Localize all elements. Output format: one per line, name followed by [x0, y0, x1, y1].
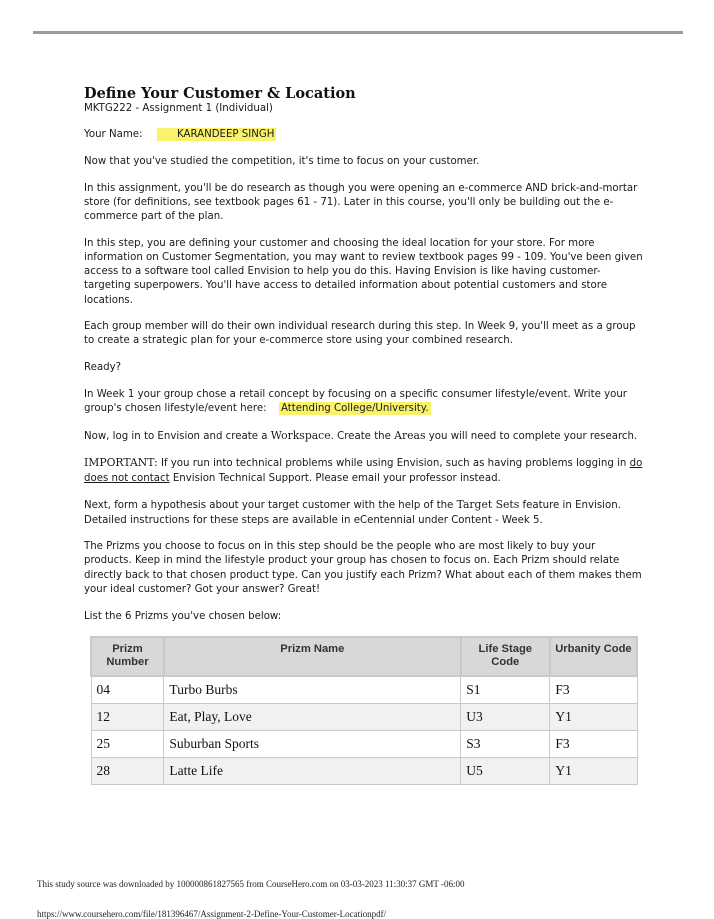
- cell-urbanity-code: F3: [550, 731, 637, 758]
- document-body: [84, 85, 644, 785]
- important-label: IMPORTANT:: [84, 456, 158, 470]
- paragraph-4: Each group member will do their own individual research during this step. In Week 9, you'll meet as a group to create a strategic plan for your e-commerce store using your combined research.: [84, 321, 636, 347]
- paragraph-1: Now that you've studied the competition, it's time to focus on your customer.: [84, 155, 480, 167]
- header-prizm-number: Prizm Number: [91, 637, 164, 676]
- top-divider: [33, 31, 683, 34]
- workspace-text-post: you will need to complete your research.: [428, 430, 638, 442]
- cell-prizm-number: 04: [91, 676, 164, 704]
- cell-life-stage-code: U3: [461, 704, 550, 731]
- target-sets-term: Target Sets: [456, 498, 520, 512]
- name-line: [84, 128, 644, 142]
- prizm-table: [90, 636, 638, 785]
- workspace-text-pre: Now, log in to Envision and create a: [84, 430, 268, 442]
- table-row: [91, 758, 637, 785]
- important-text-pre: If you run into technical problems while using Envision, such as having problems logging in: [160, 458, 627, 470]
- student-name: KARANDEEP SINGH: [157, 128, 276, 141]
- workspace-text-mid: . Create the: [330, 430, 391, 442]
- source-url: https://www.coursehero.com/file/181396467/Assignment-2-Define-Your-Customer-Locationpdf/: [37, 909, 387, 919]
- cell-urbanity-code: Y1: [550, 704, 637, 731]
- document-title: Define Your Customer & Location: [84, 85, 356, 102]
- lifestyle-answer: Attending College/University.: [281, 403, 429, 415]
- cell-urbanity-code: Y1: [550, 758, 637, 785]
- cell-prizm-number: 12: [91, 704, 164, 731]
- do-not-contact-text: do does not contact: [84, 458, 643, 484]
- header-prizm-name: Prizm Name: [164, 637, 461, 676]
- paragraph-3: In this step, you are defining your customer and choosing the ideal location for your store. For more information on Customer Segmentation, you may want to review textbook pages 99 - 109. You've been given access to a software tool called Envision to help you do this. Having Envision is like having customer-targeting superpowers. You'll have access to detailed information about potential customers and store locations.: [84, 237, 643, 306]
- cell-prizm-name: Suburban Sports: [164, 731, 461, 758]
- paragraph-11: List the 6 Prizms you've chosen below:: [84, 610, 282, 622]
- table-row: [91, 704, 637, 731]
- table-row: [91, 676, 637, 704]
- target-sets-text-pre: Next, form a hypothesis about your target customer with the help of the: [84, 500, 454, 512]
- paragraph-6: [84, 388, 644, 416]
- cell-urbanity-code: F3: [550, 676, 637, 704]
- cell-life-stage-code: U5: [461, 758, 550, 785]
- cell-prizm-name: Turbo Burbs: [164, 676, 461, 704]
- important-text-post: Envision Technical Support. Please email your professor instead.: [172, 472, 501, 484]
- paragraph-10: The Prizms you choose to focus on in this step should be the people who are most likely to buy your products. Keep in mind the lifestyle product your group has chosen to focus on. Each Prizm should relate directly back to that chosen product type. Can you justify each Prizm? What about each of them makes them your ideal customer? Got your answer? Great!: [84, 541, 642, 595]
- paragraph-2: In this assignment, you'll be do research as though you were opening an e-commerce AND brick-and-mortar store (for definitions, see textbook pages 61 - 71). Later in this course, you'll only be building out the e-commerce part of the plan.: [84, 182, 638, 223]
- lifestyle-prompt: In Week 1 your group chose a retail concept by focusing on a specific consumer lifestyle/event. Write your group's chosen lifestyle/event here:: [84, 388, 627, 415]
- name-label: Your Name:: [84, 129, 143, 141]
- paragraph-7: [84, 429, 644, 444]
- paragraph-5: Ready?: [84, 362, 122, 374]
- areas-term: Areas: [394, 428, 426, 442]
- table-row: [91, 731, 637, 758]
- cell-life-stage-code: S3: [461, 731, 550, 758]
- target-sets-text-post: feature in Envision. Detailed instructions for these steps are available in eCentennial under Content - Week 5.: [84, 500, 621, 526]
- download-source-note: This study source was downloaded by 100000861827565 from CourseHero.com on 03-03-2023 11:30:37 GMT -06:00: [37, 879, 465, 889]
- cell-prizm-number: 28: [91, 758, 164, 785]
- workspace-term: Workspace: [270, 428, 331, 442]
- document-subtitle: MKTG222 - Assignment 1 (Individual): [84, 103, 273, 114]
- cell-prizm-name: Eat, Play, Love: [164, 704, 461, 731]
- header-life-stage-code: Life Stage Code: [461, 637, 550, 676]
- cell-life-stage-code: S1: [461, 676, 550, 704]
- cell-prizm-number: 25: [91, 731, 164, 758]
- table-header-row: [91, 637, 637, 676]
- paragraph-8: [84, 456, 644, 485]
- cell-prizm-name: Latte Life: [164, 758, 461, 785]
- paragraph-9: [84, 498, 644, 527]
- header-urbanity-code: Urbanity Code: [550, 637, 637, 676]
